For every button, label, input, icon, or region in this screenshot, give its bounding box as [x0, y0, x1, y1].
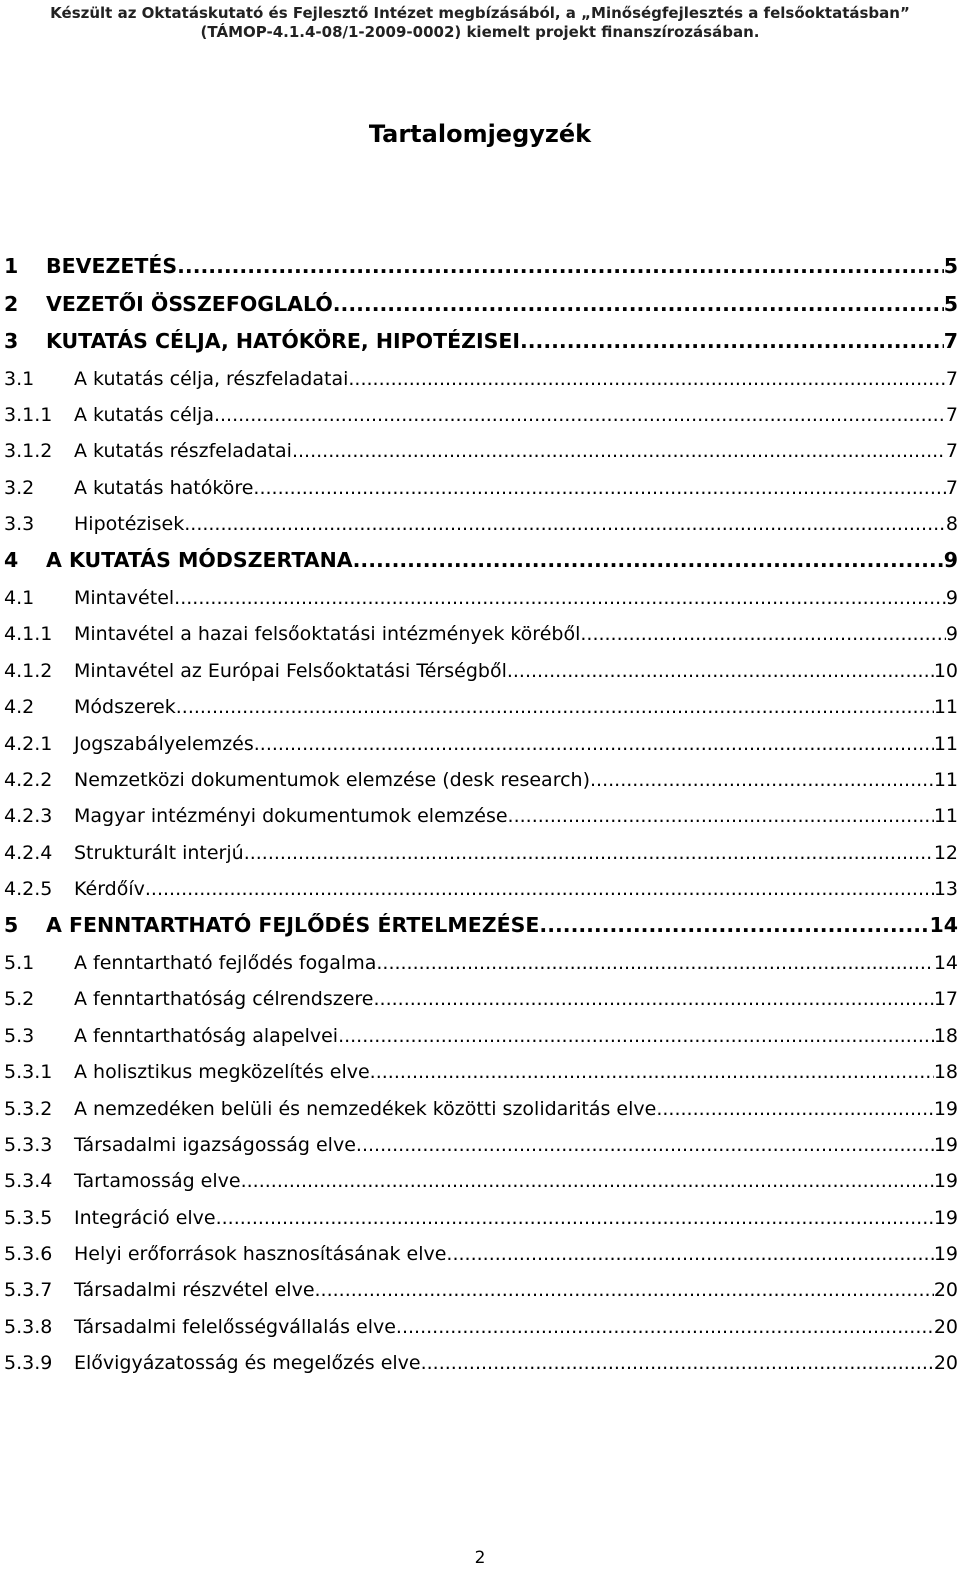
toc-entry[interactable] [4, 616, 958, 652]
page-number: 2 [474, 1548, 486, 1568]
toc-entry-title: A KUTATÁS MÓDSZERTANA [46, 548, 353, 573]
toc-entry-page: 18 [933, 1024, 958, 1047]
toc-entry-title: A fenntartható fejlődés fogalma [74, 951, 377, 974]
toc-entry-number: 5.3.9 [4, 1352, 53, 1375]
toc-dot-leader [370, 1054, 934, 1090]
toc-entry-number: 5.3.1 [4, 1061, 53, 1084]
toc-entry-title: Társadalmi igazságosság elve [74, 1133, 356, 1156]
toc-dot-leader [241, 1163, 934, 1199]
toc-entry-page: 14 [929, 913, 958, 938]
toc-entry[interactable] [4, 361, 958, 397]
toc-entry-page: 10 [933, 659, 958, 682]
toc-entry-title: Magyar intézményi dokumentumok elemzése [74, 805, 508, 828]
toc-entry-number: 4.1 [4, 586, 35, 609]
toc-dot-leader [145, 871, 934, 907]
toc-entry-number: 4.2.3 [4, 805, 53, 828]
toc-entry-page: 9 [945, 623, 958, 646]
toc-entry-title: Elővigyázatosság és megelőzés elve [74, 1352, 421, 1375]
toc-dot-leader [244, 835, 934, 871]
toc-entry-page: 11 [933, 696, 958, 719]
toc-entry-page: 7 [945, 367, 958, 390]
toc-entry-title: Tartamosság elve [74, 1170, 241, 1193]
page-title: Tartalomjegyzék [368, 120, 592, 148]
toc-entry-page: 19 [933, 1243, 958, 1266]
toc-entry[interactable] [4, 653, 958, 689]
toc-entry-number: 3.1 [4, 367, 35, 390]
toc-entry-title: VEZETŐI ÖSSZEFOGLALÓ [46, 291, 333, 316]
toc-entry[interactable] [4, 871, 958, 907]
toc-entry-number: 5.3.8 [4, 1315, 53, 1338]
toc-entry-title: Nemzetközi dokumentumok elemzése (desk research) [74, 768, 590, 791]
toc-entry[interactable] [4, 907, 958, 945]
toc-entry[interactable] [4, 1054, 958, 1090]
toc-entry-page: 8 [945, 513, 958, 536]
toc-dot-leader [356, 1127, 934, 1163]
toc-entry-title: Társadalmi részvétel elve [74, 1279, 315, 1302]
toc-entry-number: 4.1.1 [4, 623, 53, 646]
toc-dot-leader [656, 1091, 933, 1127]
toc-entry-page: 19 [933, 1097, 958, 1120]
toc-entry[interactable] [4, 1091, 958, 1127]
toc-entry[interactable] [4, 1127, 958, 1163]
toc-dot-leader [214, 397, 946, 433]
toc-dot-leader [292, 433, 946, 469]
toc-entry-title: A nemzedéken belüli és nemzedékek közötti szolidaritás elve [74, 1097, 657, 1120]
toc-entry-page: 12 [933, 841, 958, 864]
toc-dot-leader [590, 762, 934, 798]
toc-entry-number: 5.3.4 [4, 1170, 53, 1193]
toc-dot-leader [353, 542, 944, 580]
toc-entry-number: 5.3.3 [4, 1133, 53, 1156]
toc-entry-title: A fenntarthatóság célrendszere [74, 988, 374, 1011]
toc-entry-page: 9 [945, 586, 958, 609]
toc-dot-leader [338, 1018, 934, 1054]
toc-entry-page: 5 [943, 254, 958, 278]
toc-entry-page: 7 [945, 440, 958, 463]
toc-entry-title: Mintavétel az Európai Felsőoktatási Térségből [74, 659, 507, 682]
toc-entry[interactable] [4, 798, 958, 834]
toc-entry[interactable] [4, 945, 958, 981]
toc-entry-title: BEVEZETÉS [46, 254, 178, 278]
toc-entry-title: Strukturált interjú [74, 841, 244, 864]
toc-dot-leader [253, 470, 945, 506]
toc-entry-number: 3.2 [4, 476, 35, 499]
toc-entry-page: 20 [933, 1352, 958, 1375]
toc-entry-number: 4.2.5 [4, 878, 53, 901]
toc-entry[interactable] [4, 248, 958, 286]
toc-entry-number: 5.3.6 [4, 1243, 53, 1266]
toc-entry-number: 3.3 [4, 513, 35, 536]
toc-dot-leader [580, 616, 946, 652]
toc-entry-page: 7 [945, 403, 958, 426]
toc-entry-title: Helyi erőforrások hasznosításának elve [74, 1243, 447, 1266]
toc-entry[interactable] [4, 286, 958, 324]
toc-entry[interactable] [4, 689, 958, 725]
toc-entry-title: A kutatás hatóköre [74, 476, 254, 499]
toc-entry-number: 5 [4, 913, 19, 938]
toc-entry-page: 7 [943, 329, 958, 353]
toc-entry-page: 11 [933, 768, 958, 791]
toc-entry-page: 19 [933, 1133, 958, 1156]
toc-entry-title: KUTATÁS CÉLJA, HATÓKÖRE, HIPOTÉZISEI [46, 329, 520, 353]
toc-dot-leader [446, 1236, 933, 1272]
toc-entry[interactable] [4, 323, 958, 361]
toc-entry-number: 4.2.4 [4, 841, 53, 864]
toc-dot-leader [177, 248, 944, 286]
toc-entry[interactable] [4, 433, 958, 469]
toc-entry[interactable] [4, 580, 958, 616]
toc-entry-number: 5.1 [4, 951, 35, 974]
toc-entry-page: 20 [933, 1279, 958, 1302]
toc-entry[interactable] [4, 1272, 958, 1308]
toc-entry-page: 9 [943, 548, 958, 573]
toc-entry[interactable] [4, 726, 958, 762]
toc-entry-number: 3.1.1 [4, 403, 53, 426]
toc-entry-page: 5 [943, 291, 958, 316]
toc-entry-title: A kutatás célja, részfeladatai [74, 367, 349, 390]
toc-entry-page: 19 [933, 1206, 958, 1229]
toc-entry-number: 5.3.5 [4, 1206, 53, 1229]
toc-entry-page: 14 [933, 951, 958, 974]
toc-entry-number: 5.3.2 [4, 1097, 53, 1120]
toc-entry-number: 2 [4, 291, 19, 316]
toc-dot-leader [216, 1200, 934, 1236]
toc-entry-page: 13 [933, 878, 958, 901]
toc-entry[interactable] [4, 1236, 958, 1272]
toc-entry[interactable] [4, 506, 958, 542]
toc-entry-number: 1 [4, 254, 19, 278]
toc-dot-leader [254, 726, 934, 762]
toc-entry-page: 20 [933, 1315, 958, 1338]
toc-entry[interactable] [4, 542, 958, 580]
toc-entry-number: 4.2.2 [4, 768, 53, 791]
toc-dot-leader [174, 580, 946, 616]
toc-entry[interactable] [4, 1309, 958, 1345]
toc-entry-title: Módszerek [74, 696, 176, 719]
toc-entry-title: Hipotézisek [74, 513, 185, 536]
toc-dot-leader [421, 1345, 934, 1381]
toc-entry-number: 3.1.2 [4, 440, 53, 463]
toc-dot-leader [348, 361, 946, 397]
toc-dot-leader [184, 506, 946, 542]
toc-dot-leader [376, 945, 933, 981]
toc-entry-number: 4 [4, 548, 19, 573]
toc-entry[interactable] [4, 397, 958, 433]
toc-entry-title: Integráció elve [74, 1206, 216, 1229]
toc-entry-number: 5.3.7 [4, 1279, 53, 1302]
toc-entry-page: 19 [933, 1170, 958, 1193]
table-of-contents [4, 248, 958, 1382]
toc-dot-leader [539, 907, 929, 945]
toc-dot-leader [396, 1309, 934, 1345]
document-header [0, 4, 960, 42]
toc-entry-title: Társadalmi felelősségvállalás elve [74, 1315, 396, 1338]
toc-entry-number: 3 [4, 329, 19, 353]
toc-dot-leader [333, 286, 944, 324]
toc-entry-title: A kutatás célja [74, 403, 214, 426]
toc-entry[interactable] [4, 762, 958, 798]
toc-entry-number: 4.2.1 [4, 732, 53, 755]
toc-entry[interactable] [4, 1163, 958, 1199]
toc-entry-page: 7 [945, 476, 958, 499]
toc-entry[interactable] [4, 470, 958, 506]
toc-entry-title: Kérdőív [74, 878, 145, 901]
toc-entry-title: A kutatás részfeladatai [74, 440, 292, 463]
toc-entry[interactable] [4, 981, 958, 1017]
toc-entry-title: A fenntarthatóság alapelvei [74, 1024, 339, 1047]
toc-entry[interactable] [4, 835, 958, 871]
toc-entry-number: 4.1.2 [4, 659, 53, 682]
header-line-2: (TÁMOP-4.1.4-08/1-2009-0002) kiemelt projekt finanszírozásában. [200, 23, 760, 41]
toc-dot-leader [176, 689, 934, 725]
toc-entry-number: 5.2 [4, 988, 35, 1011]
toc-entry-title: Mintavétel a hazai felsőoktatási intézmények köréből [74, 623, 581, 646]
toc-entry-title: Mintavétel [74, 586, 175, 609]
toc-entry[interactable] [4, 1200, 958, 1236]
toc-dot-leader [520, 323, 944, 361]
toc-entry-page: 11 [933, 805, 958, 828]
header-line-1: Készült az Oktatáskutató és Fejlesztő Intézet megbízásából, a „Minőségfejlesztés a felsőoktatásban” [50, 4, 910, 22]
toc-dot-leader [507, 653, 934, 689]
toc-entry-title: Jogszabályelemzés [74, 732, 254, 755]
toc-entry[interactable] [4, 1345, 958, 1381]
toc-entry-number: 5.3 [4, 1024, 35, 1047]
toc-entry-title: A FENNTARTHATÓ FEJLŐDÉS ÉRTELMEZÉSE [46, 913, 540, 938]
toc-entry-number: 4.2 [4, 696, 35, 719]
toc-entry-page: 18 [933, 1061, 958, 1084]
toc-dot-leader [315, 1272, 934, 1308]
toc-dot-leader [508, 798, 934, 834]
toc-entry-title: A holisztikus megközelítés elve [74, 1061, 370, 1084]
toc-entry[interactable] [4, 1018, 958, 1054]
toc-dot-leader [374, 981, 934, 1017]
toc-entry-page: 17 [933, 988, 958, 1011]
toc-entry-page: 11 [933, 732, 958, 755]
